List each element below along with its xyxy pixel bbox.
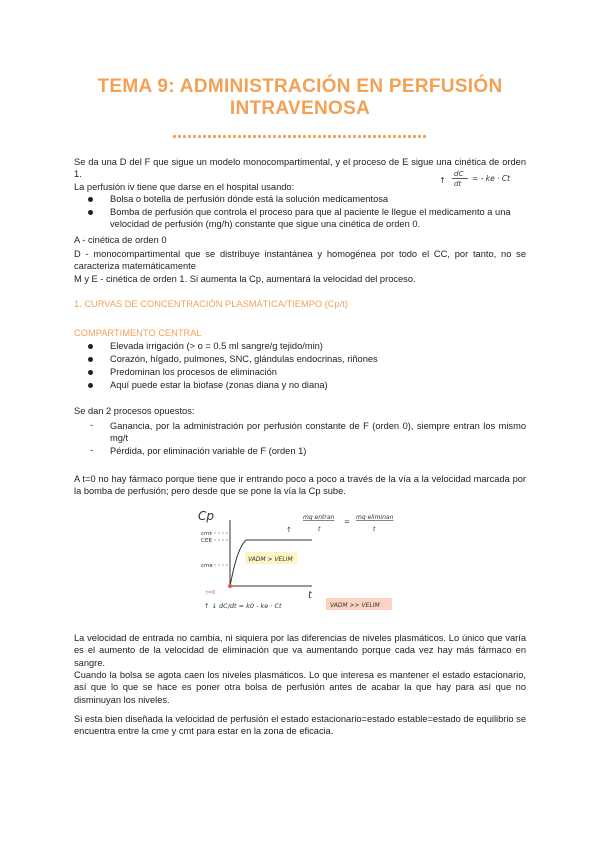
intro-bullet-1: Bolsa o botella de perfusión dónde está la solución medicamentosa [110,194,389,204]
vadm-box2-label: VADM >> VELIM [330,602,380,609]
label-cme: cme [201,563,213,569]
bullet-dot [88,197,93,202]
side-formula-rhs: = - ke · Ct [472,174,511,183]
label-css: CEE [201,538,212,544]
title-underline [172,134,428,139]
a-line: A - cinética de orden 0 [74,235,167,245]
closing-paragraph-2: Cuando la bolsa se agota caen los niveles plasmáticos. Lo que interesa es mantener el estado estacionario, así que lo que se hace es poner otra bolsa de perfusión antes de acabar la que hay para así que no disminuyan los niveles. [74,670,526,705]
rising-curve [230,540,246,586]
bullet-dot [88,210,93,215]
closing-paragraph-3: Si esta bien diseñada la velocidad de perfusión el estado estacionario=estado estable=estado de equilibrio se encuentra entre la cme y cmt para estar en la zona de eficacia. [74,714,526,737]
title-line-2: INTRAVENOSA [229,98,371,119]
cp-time-chart [190,504,410,618]
cc-bullet-2: Corazón, hígado, pulmones, SNC, glándulas endocrinas, riñones [110,354,378,364]
eq-rhs-den: t [373,526,376,533]
eq-arrow: ↑ [286,526,292,534]
y-axis-label: Cp [198,509,214,523]
side-formula-graphic [438,168,528,190]
origin-point [228,584,232,588]
intro-paragraph-2: La perfusión iv tiene que darse en el hospital usando: [74,182,295,192]
dash-marker: - [90,445,94,455]
label-cmt: cmt [201,531,212,537]
bullet-dot [88,370,93,375]
closing-paragraph-1: La velocidad de entrada no cambia, ni siquiera por las diferencias de niveles plasmáticos. Lo único que varía es el aumento de la velocidad de eliminación que va aumentando porque cada vez hay más fármaco en sangre. [74,633,526,668]
bullet-dot [88,344,93,349]
me-line: M y E - cinética de orden 1. Si aumenta la Cp, aumentará la velocidad del proceso. [74,274,416,284]
intro-paragraph-1: Se da una D del F que sigue un modelo monocompartimental, y el proceso de E sigue una cinética de orden 1. [74,157,526,180]
cc-bullet-4: Aquí puede estar la biofase (zonas diana y no diana) [110,380,328,390]
bottom-formula: ↑ ↓ dC/dt = k0 - ke · Ct [204,602,282,610]
dash-marker: - [90,420,94,430]
processes-intro: Se dan 2 procesos opuestos: [74,406,195,416]
eq-rhs-num: mg eliminan [356,514,394,521]
t0-paragraph: A t=0 no hay fármaco porque tiene que ir entrando poco a poco a través de la vía a la velocidad marcada por la bomba de perfusión; pero desde que se pone la vía la Cp sube. [74,474,526,497]
vadm-box-label: VADM > VELIM [248,556,293,563]
side-formula-den: dt [454,180,462,188]
section-1-subheading: COMPARTIMENTO CENTRAL [74,328,202,338]
process-loss: Pérdida, por eliminación variable de F (orden 1) [110,446,307,456]
intro-bullet-2: Bomba de perfusión que controla el proceso para que al paciente le llegue el medicamento a una velocidad de perfusión (mg/h) constante que sigue una cinética de orden 0. [110,207,511,230]
bullet-dot [88,357,93,362]
process-gain: Ganancia, por la administración por perfusión constante de F (orden 0), siempre entran los mismo mg/t [110,421,526,444]
title-line-1: TEMA 9: ADMINISTRACIÓN EN PERFUSIÓN [97,76,503,97]
side-formula-prefix: ↑ [439,176,446,185]
eq-equals: = [344,518,350,526]
cp-time-chart-svg [190,504,410,618]
side-formula-num: dC [454,170,464,178]
label-origin: t=0 [206,590,216,596]
bullet-dot [88,383,93,388]
d-line: D - monocompartimental que se distribuye instantánea y homogénea por todo el CC, por tanto, no se caracteriza matemáticamente [74,249,526,272]
cc-bullet-1: Elevada irrigación (> o = 0.5 ml sangre/g tejido/min) [110,341,323,351]
eq-lhs-num: mg entran [303,514,335,521]
x-axis-label: t [308,590,312,601]
section-1-heading: 1. CURVAS DE CONCENTRACIÓN PLASMÁTICA/TIEMPO (Cp/t) [74,299,348,309]
side-formula [438,168,528,190]
cc-bullet-3: Predominan los procesos de eliminación [110,367,277,377]
eq-lhs-den: t [318,526,321,533]
page-title [60,76,540,120]
